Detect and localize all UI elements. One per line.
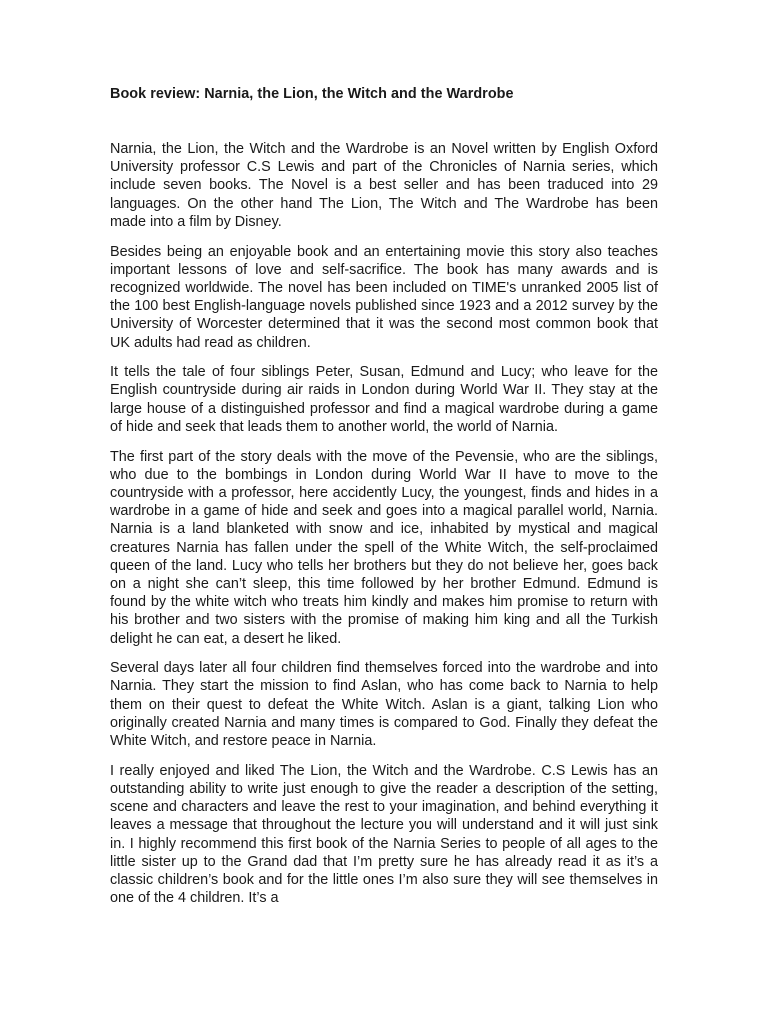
- paragraph-intro: Narnia, the Lion, the Witch and the Wardrobe is an Novel written by English Oxford University professor C.S Lewis and part of the Chronicles of Narnia series, which include seven books. The Novel is a best seller and has been traduced into 29 languages. On the other hand The Lion, The Witch and The Wardrobe has been made into a film by Disney.: [110, 141, 658, 230]
- paragraph-awards: Besides being an enjoyable book and an entertaining movie this story also teaches important lessons of love and self-sacrifice. The book has many awards and is recognized worldwide. The novel has been included on TIME's unranked 2005 list of the 100 best English-language novels published since 1923 and a 2012 survey by the University of Worcester determined that it was the second most common book that UK adults had read as children.: [110, 243, 658, 351]
- page-title: Book review: Narnia, the Lion, the Witch and the Wardrobe: [110, 86, 514, 102]
- paragraph-first-part: The first part of the story deals with the move of the Pevensie, who are the siblings, who due to the bombings in London during World War II have to move to the countryside with a professor, here accidently Lucy, the youngest, finds and hides in a wardrobe in a game of hide and seek and goes into a magical parallel world, Narnia. Narnia is a land blanketed with snow and ice, inhabited by mystical and magical creatures Narnia has fallen under the spell of the White Witch, the self-proclaimed queen of the land. Lucy who tells her brothers but they do not believe her, goes back on a night she can’t sleep, this time followed by her brother Edmund. Edmund is found by the white witch who treats him kindly and makes him promise to return with his brother and two sisters with the promise of making him king and all the Turkish delight he can eat, a desert he liked.: [110, 448, 658, 647]
- paragraph-climax: Several days later all four children find themselves forced into the wardrobe and into Narnia. They start the mission to find Aslan, who has come back to Narnia to help them on their quest to defeat the White Witch. Aslan is a giant, talking Lion who originally created Narnia and many times is compared to God. Finally they defeat the White Witch, and restore peace in Narnia.: [110, 660, 658, 750]
- document-body: [110, 85, 658, 919]
- paragraph-opinion: I really enjoyed and liked The Lion, the Witch and the Wardrobe. C.S Lewis has an outstanding ability to write just enough to give the reader a description of the setting, scene and characters and leave the rest to your imagination, and behind everything it leaves a message that throughout the lecture you will understand and it will just sink in. I highly recommend this first book of the Narnia Series to people of all ages to the little sister up to the Grand dad that I’m pretty sure he has already read it as it’s a classic children’s book and for the little ones I’m also sure they will see themselves in one of the 4 children. It’s a: [110, 762, 658, 907]
- paragraph-summary: It tells the tale of four siblings Peter, Susan, Edmund and Lucy; who leave for the English countryside during air raids in London during World War II. They stay at the large house of a distinguished professor and find a magical wardrobe during a game of hide and seek that leads them to another world, the world of Narnia.: [110, 364, 658, 435]
